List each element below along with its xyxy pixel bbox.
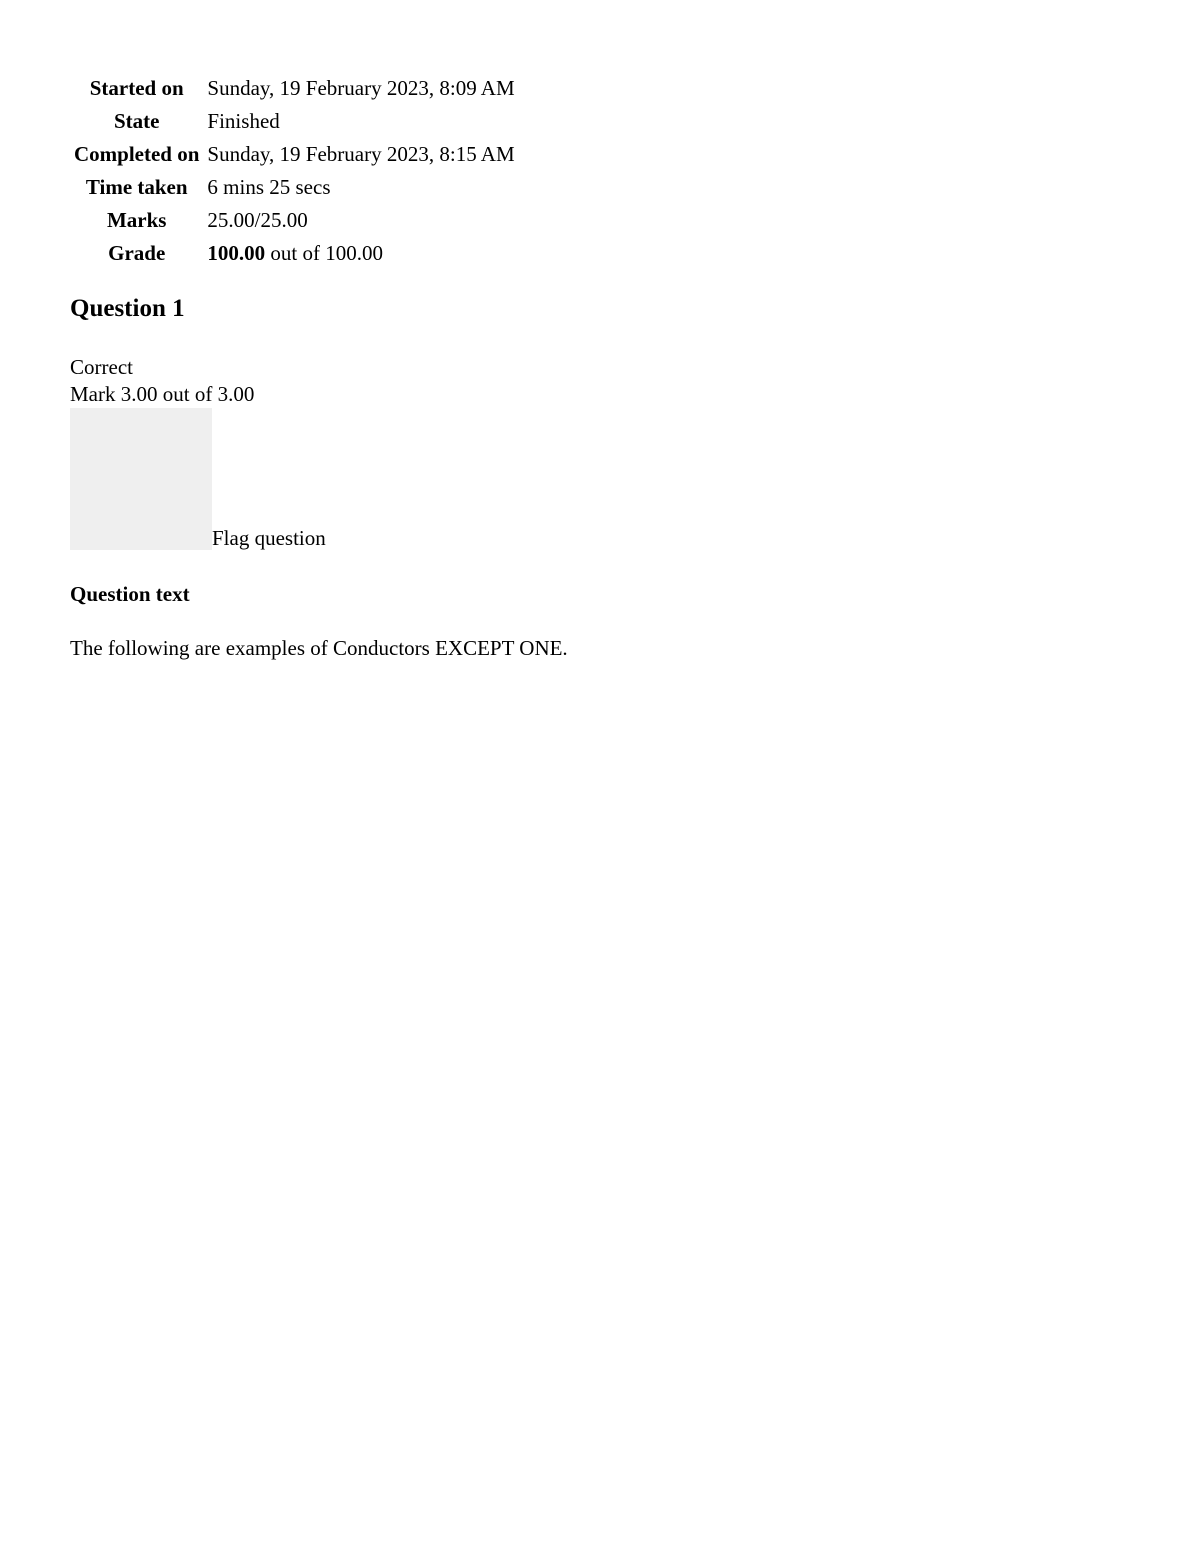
- flag-question-label[interactable]: Flag question: [212, 526, 326, 550]
- summary-value: Sunday, 19 February 2023, 8:15 AM: [207, 142, 515, 166]
- summary-value: [205, 237, 514, 270]
- summary-row-grade: [70, 237, 515, 270]
- summary-row-started-on: [70, 72, 515, 105]
- summary-label: Grade: [108, 241, 166, 265]
- summary-row-completed-on: [70, 138, 515, 171]
- flag-icon[interactable]: [70, 408, 212, 550]
- summary-value: 25.00/25.00: [207, 208, 308, 232]
- question-info: [70, 354, 1130, 550]
- grade-suffix: out of 100.00: [265, 241, 383, 265]
- flag-question-toggle[interactable]: [70, 408, 1130, 550]
- question-text-heading: Question text: [70, 582, 190, 606]
- summary-row-time-taken: [70, 171, 515, 204]
- quiz-review-page: [70, 72, 1130, 662]
- summary-label: Started on: [89, 76, 184, 100]
- summary-label: Time taken: [85, 175, 188, 199]
- summary-value: 6 mins 25 secs: [207, 175, 331, 199]
- summary-row-state: [70, 105, 515, 138]
- question-mark: Mark 3.00 out of 3.00: [70, 382, 255, 406]
- question-heading: Question 1: [70, 295, 185, 322]
- summary-label: State: [113, 109, 160, 133]
- summary-label: Marks: [106, 208, 167, 232]
- summary-value: Sunday, 19 February 2023, 8:09 AM: [207, 76, 515, 100]
- summary-value: Finished: [207, 109, 280, 133]
- attempt-summary-table: [70, 72, 515, 270]
- question-status: Correct: [70, 355, 133, 379]
- summary-row-marks: [70, 204, 515, 237]
- grade-score: 100.00: [207, 241, 266, 265]
- question-text: The following are examples of Conductors EXCEPT ONE.: [70, 636, 568, 660]
- summary-label: Completed on: [74, 142, 200, 166]
